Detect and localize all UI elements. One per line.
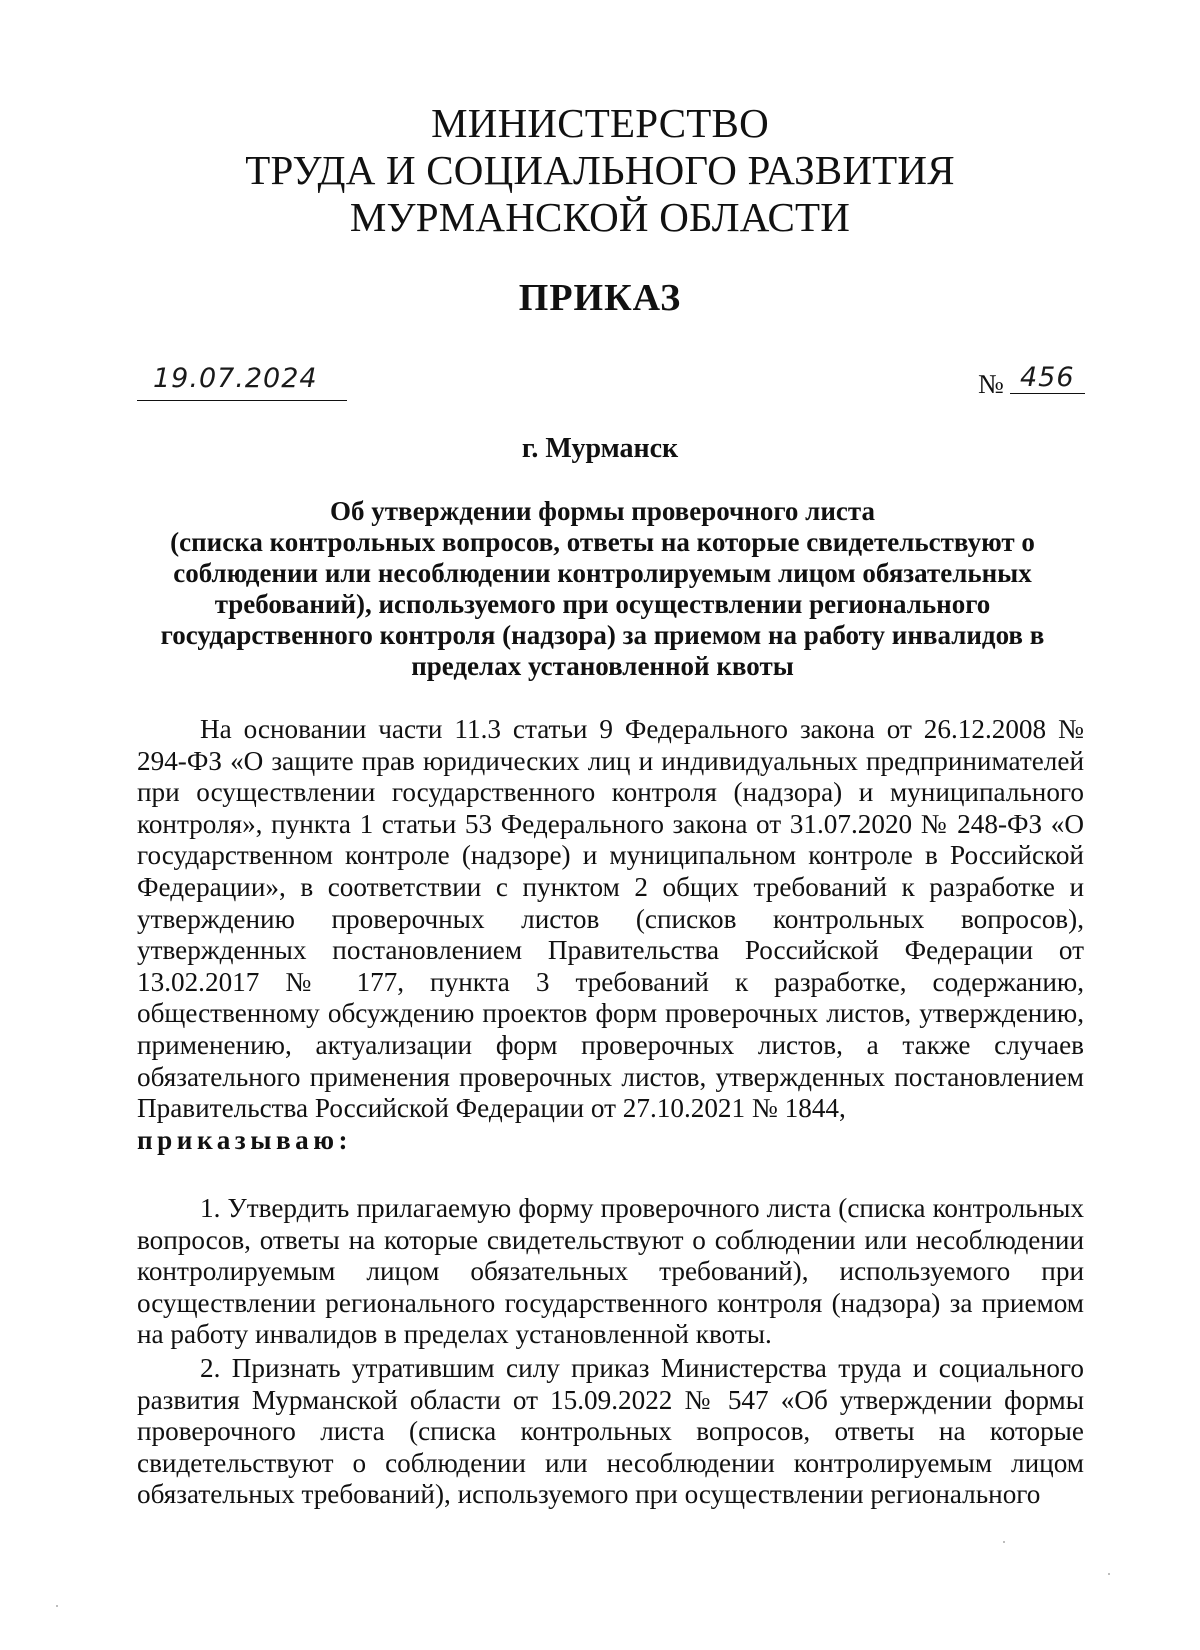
order-number-field [978, 362, 1085, 400]
number-sign: № [978, 369, 1004, 399]
item-1-block [137, 1193, 1084, 1351]
item-2-paragraph: 2. Признать утратившим силу приказ Министерства труда и социального развития Мурманской области от 15.09.2022 № 547 «Об утверждении формы проверочного листа (списка контрольных вопросов, ответы на которые свидетельствуют о соблюдении или несоблюдении контролируемым лицом обязательных требований), используемого при осуществлении регионального [137, 1353, 1084, 1510]
ministry-line-3: МУРМАНСКОЙ ОБЛАСТИ [349, 194, 851, 240]
ministry-header [0, 100, 1200, 241]
subject-line-1: Об утверждении формы проверочного листа [330, 496, 875, 526]
city-name: г. Мурманск [521, 433, 679, 464]
subject-line-2: (списка контрольных вопросов, ответы на которые свидетельствуют о [170, 527, 1035, 557]
preamble-paragraph [137, 714, 1084, 1125]
scan-speck [1003, 1541, 1005, 1543]
item-2-block [137, 1353, 1084, 1511]
order-word-paragraph [137, 1125, 1084, 1157]
document-type-title: ПРИКАЗ [518, 277, 682, 319]
scan-speck [1108, 1573, 1110, 1575]
ministry-line-1: МИНИСТЕРСТВО [431, 100, 769, 146]
ministry-line-2: ТРУДА И СОЦИАЛЬНОГО РАЗВИТИЯ [245, 147, 955, 193]
order-word: приказываю: [137, 1124, 353, 1155]
order-number-handwritten: 456 [1010, 362, 1085, 394]
preamble-text: На основании части 11.3 статьи 9 Федерального закона от 26.12.2008 № 294-ФЗ «О защите прав юридических лиц и индивидуальных предпринимателей при осуществлении государственного контроля (надзора) и муниципального контроля», пункта 1 статьи 53 Федерального закона от 31.07.2020 № 248-ФЗ «О государственном контроле (надзоре) и муниципальном контроле в Российской Федерации», в соответствии с пунктом 2 общих требований к разработке и утверждению проверочных листов (списков контрольных вопросов), утвержденных постановлением Правительства Российской Федерации от 13.02.2017 № 177, пункта 3 требований к разработке, содержанию, общественному обсуждению проектов форм проверочных листов, утверждению, применению, актуализации форм проверочных листов, а также случаев обязательного применения проверочных листов, утвержденных постановлением Правительства Российской Федерации от 27.10.2021 № 1844, [137, 714, 1084, 1124]
order-date-field [137, 362, 347, 401]
subject-line-5: государственного контроля (надзора) за приемом на работу инвалидов в [160, 620, 1045, 650]
order-date-handwritten: 19.07.2024 [153, 363, 318, 394]
subject-line-4: требований), используемого при осуществлении регионального [214, 589, 991, 619]
order-subject [130, 496, 1075, 682]
preamble-block [137, 714, 1084, 1156]
subject-line-3: соблюдении или несоблюдении контролируемым лицом обязательных [173, 558, 1032, 588]
subject-line-6: пределах установленной квоты [411, 651, 794, 681]
item-1-paragraph: 1. Утвердить прилагаемую форму проверочного листа (списка контрольных вопросов, ответы на которые свидетельствуют о соблюдении или несоблюдении контролируемым лицом обязательных требований), используемого при осуществлении регионального государственного контроля (надзора) за приемом на работу инвалидов в пределах установленной квоты. [137, 1193, 1084, 1350]
scan-speck [56, 1605, 58, 1607]
